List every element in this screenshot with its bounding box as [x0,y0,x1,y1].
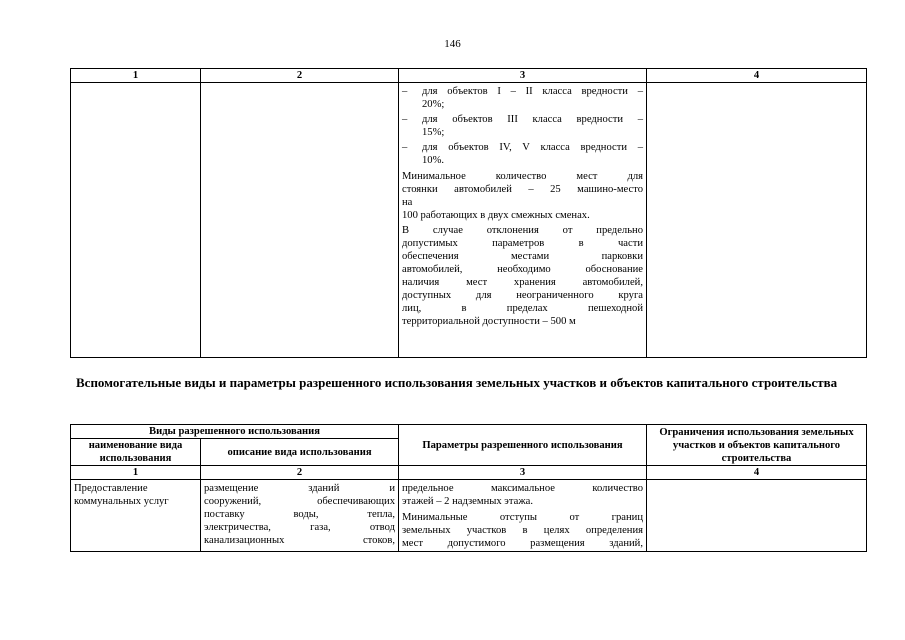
col-number-4: 4 [647,69,867,83]
bullet-class-4-5 [402,141,643,167]
text-line: предельное максимальное количество [402,483,643,494]
header-use-description: описание вида использования [201,439,399,466]
header-use-name: наименование вида использования [71,439,201,466]
col-number-3: 3 [399,466,647,480]
text-line: наличия мест хранения автомобилей, [402,277,643,288]
col-number-2: 2 [201,69,399,83]
text-line: допустимых параметров в части [402,238,643,249]
text-line: автомобилей, необходимо обоснование [402,264,643,275]
text-line: поставку воды, тепла, [204,509,395,520]
text-line: территориальной доступности – 500 м [402,316,576,327]
bullet-text: для объектов III класса вредности – [422,114,643,125]
header-permitted-use-types: Виды разрешенного использования [71,425,399,439]
text-line: земельных участков в целях определения [402,525,643,536]
text-line: Предоставление [74,483,148,494]
text-line: лиц, в пределах пешеходной [402,303,643,314]
text-line: Минимальное количество мест для [402,171,643,182]
section-heading: Вспомогательные виды и параметры разрешенного использования земельных участков и объектов капитального строительства [76,375,838,390]
bullet-dash: – [402,114,408,125]
bullet-dash: – [402,86,408,97]
col-number-1: 1 [71,69,201,83]
bullet-class-3 [402,113,643,139]
text-line: обеспечения местами парковки [402,251,643,262]
table-row [71,480,867,552]
column-number-row [71,69,867,83]
page-number: 146 [444,38,461,50]
bullet-text-cont: 10%. [422,155,445,166]
cell-parameters [399,83,647,358]
bullet-dash: – [402,142,408,153]
table-row [71,83,867,358]
text-line: сооружений, обеспечивающих [204,496,395,507]
text-line: канализационных стоков, [204,535,395,546]
text-line: стоянки автомобилей – 25 машино-место [402,184,643,195]
text-line: электричества, газа, отвод [204,522,395,533]
cell-empty-col1 [71,83,201,358]
bullet-class-1-2 [402,85,643,111]
text-line: на [402,197,413,208]
cell-parameters [399,480,647,552]
text-line: размещение зданий и [204,483,395,494]
text-line: мест допустимого размещения зданий, [402,538,643,549]
bullet-text-cont: 20%; [422,99,445,110]
header-limitations: Ограничения использования земельных участков и объектов капитального строительства [647,425,867,466]
text-line: 100 работающих в двух смежных сменах. [402,210,590,221]
text-line: доступных для неограниченного круга [402,290,643,301]
cell-empty-col4 [647,83,867,358]
paragraph-deviation [402,224,643,328]
paragraph-parking-min [402,170,643,222]
bullet-text: для объектов I – II класса вредности – [422,86,643,97]
bullet-text: для объектов IV, V класса вредности – [422,142,643,153]
cell-empty-col2 [201,83,399,358]
col-number-2: 2 [201,466,399,480]
text-line: этажей – 2 надземных этажа. [402,496,533,507]
col-number-1: 1 [71,466,201,480]
cell-limitations [647,480,867,552]
col-number-3: 3 [399,69,647,83]
text-line: В случае отклонения от предельно [402,225,643,236]
continuation-table [70,68,867,358]
column-number-row [71,466,867,480]
text-line: Минимальные отступы от границ [402,512,643,523]
text-line: коммунальных услуг [74,496,169,507]
col-number-4: 4 [647,466,867,480]
bullet-text-cont: 15%; [422,127,445,138]
auxiliary-uses-table [70,424,867,552]
cell-use-description [201,480,399,552]
cell-use-name [71,480,201,552]
header-parameters: Параметры разрешенного использования [399,425,647,466]
header-row-1 [71,425,867,439]
